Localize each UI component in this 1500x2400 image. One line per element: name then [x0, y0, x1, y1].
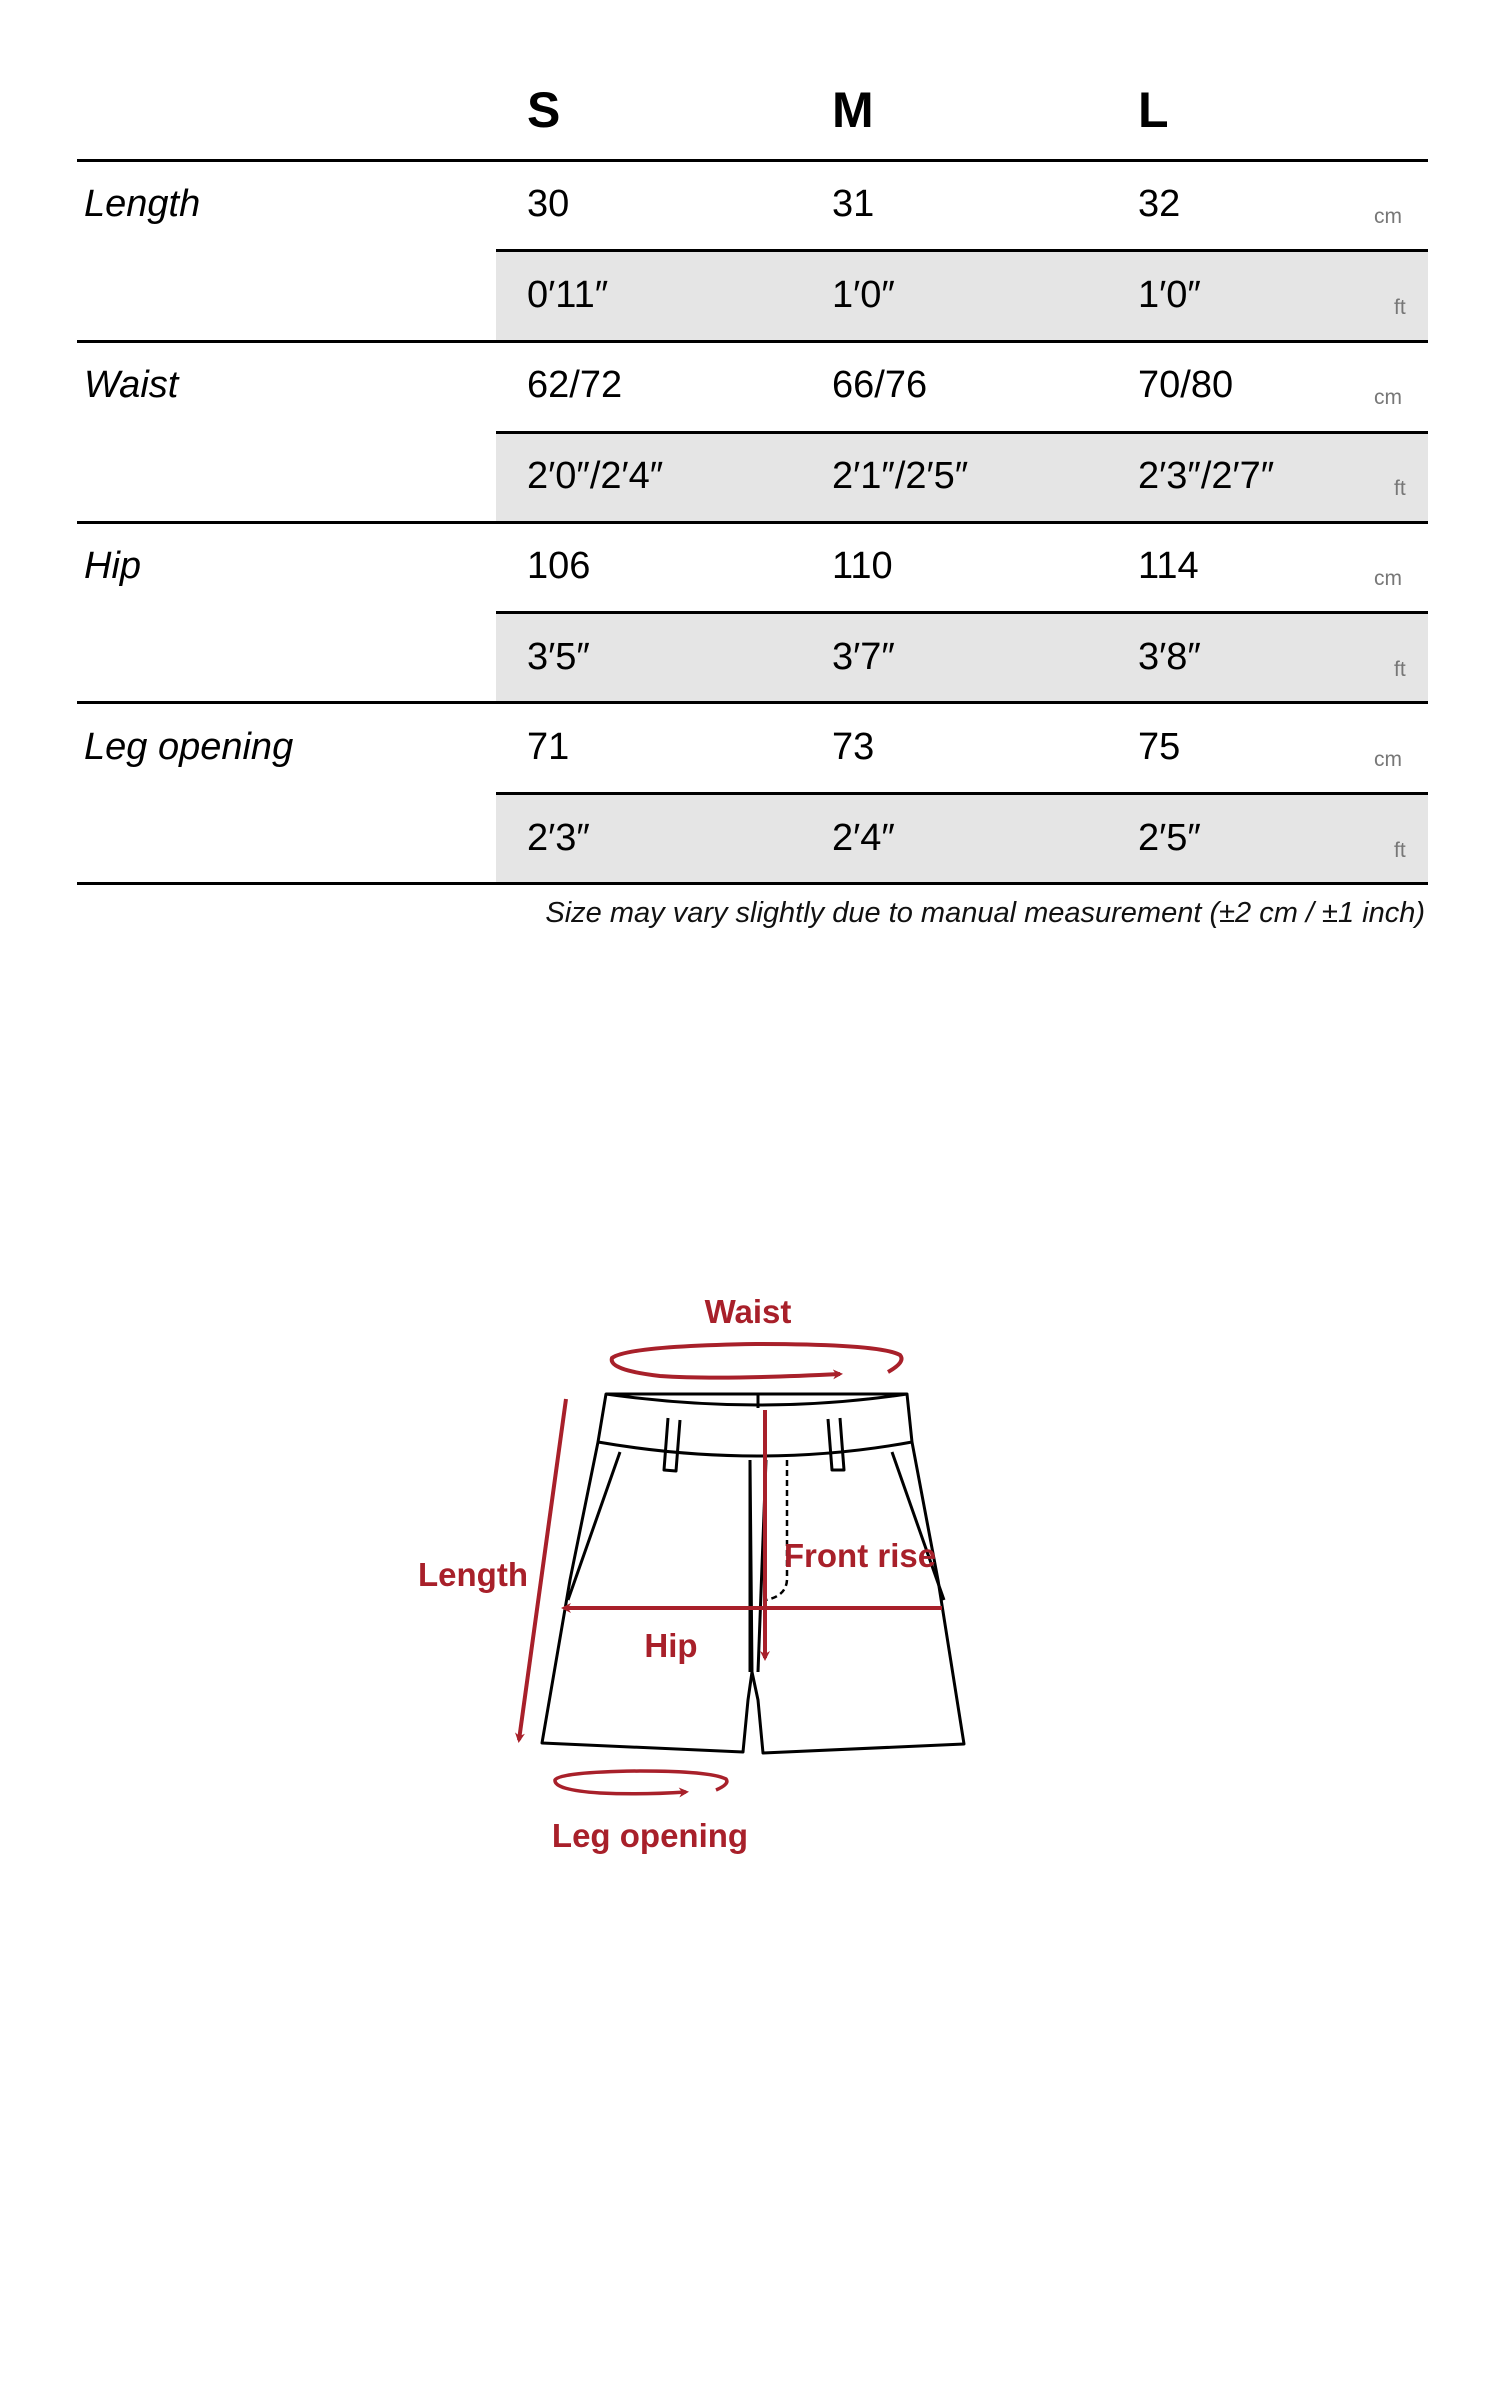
divider — [496, 249, 1428, 252]
unit-cm: cm — [1374, 205, 1402, 228]
cell-value: 1′0″ — [832, 274, 895, 316]
divider — [496, 431, 1428, 434]
leg-opening-arrow-icon — [555, 1771, 727, 1794]
cell-value: 32 — [1138, 183, 1181, 225]
cell-value: 114 — [1138, 545, 1199, 587]
row-label-hip: Hip — [84, 545, 142, 587]
ft-row-bg — [496, 793, 1428, 883]
cell-value: 2′3″ — [527, 817, 590, 859]
divider — [496, 792, 1428, 795]
divider — [77, 340, 1428, 343]
unit-ft: ft — [1394, 839, 1406, 862]
size-header-l: L — [1138, 82, 1169, 138]
cell-value: 73 — [832, 726, 875, 768]
cell-value: 2′4″ — [832, 817, 895, 859]
unit-ft: ft — [1394, 296, 1406, 319]
row-label-length: Length — [84, 183, 201, 225]
unit-ft: ft — [1394, 658, 1406, 681]
unit-cm: cm — [1374, 748, 1402, 771]
cell-value: 2′5″ — [1138, 817, 1201, 859]
cell-value: 2′0″/2′4″ — [527, 455, 664, 497]
cell-value: 66/76 — [832, 364, 928, 406]
cell-value: 1′0″ — [1138, 274, 1201, 316]
cell-value: 3′5″ — [527, 636, 590, 678]
label-front-rise: Front rise — [783, 1537, 937, 1574]
shorts-measurement-diagram — [0, 1250, 1500, 1900]
cell-value: 110 — [832, 545, 893, 587]
cell-value: 62/72 — [527, 364, 623, 406]
ft-row-bg — [496, 251, 1428, 341]
size-header-s: S — [527, 82, 561, 138]
cell-value: 71 — [527, 726, 570, 768]
label-hip: Hip — [644, 1627, 698, 1664]
row-label-leg-opening: Leg opening — [84, 726, 294, 768]
cell-value: 3′8″ — [1138, 636, 1201, 678]
divider — [77, 159, 1428, 162]
row-label-waist: Waist — [84, 364, 179, 406]
unit-cm: cm — [1374, 386, 1402, 409]
ft-row-bg — [496, 613, 1428, 702]
cell-value: 2′3″/2′7″ — [1138, 455, 1275, 497]
measurement-note: Size may vary slightly due to manual measurement (±2 cm / ±1 inch) — [545, 897, 1425, 929]
label-length: Length — [418, 1556, 528, 1593]
size-header-m: M — [832, 82, 874, 138]
divider — [77, 521, 1428, 524]
cell-value: 30 — [527, 183, 570, 225]
label-leg-opening: Leg opening — [551, 1817, 749, 1854]
divider — [77, 882, 1428, 885]
cell-value: 0′11″ — [527, 274, 609, 316]
cell-value: 106 — [527, 545, 591, 587]
cell-value: 75 — [1138, 726, 1181, 768]
cell-value: 3′7″ — [832, 636, 895, 678]
cell-value: 70/80 — [1138, 364, 1234, 406]
cell-value: 31 — [832, 183, 875, 225]
unit-cm: cm — [1374, 567, 1402, 590]
divider — [496, 611, 1428, 614]
waist-arrow-icon — [612, 1344, 902, 1378]
unit-ft: ft — [1394, 477, 1406, 500]
divider — [77, 701, 1428, 704]
label-waist: Waist — [704, 1293, 792, 1330]
cell-value: 2′1″/2′5″ — [832, 455, 969, 497]
